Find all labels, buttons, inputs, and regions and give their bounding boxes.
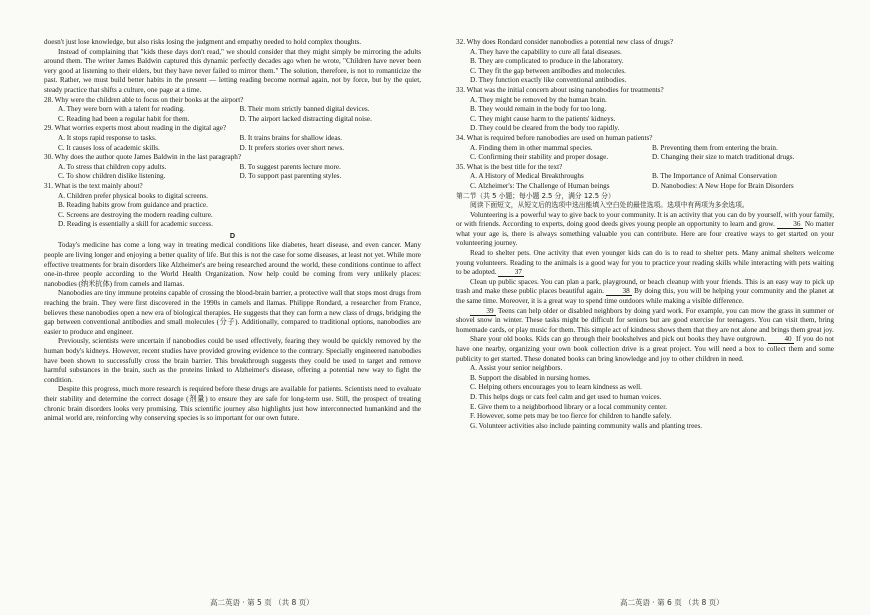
volunteer-2-text: Read to shelter pets. One activity that even younger kids can do is to read to shelter pets. Many animal shelters welcome young volunteers. Reading to the animals is a good way for you to practice your reading skills while interacting with pets waiting to be adopted. (456, 249, 834, 277)
question-29: 29. What worries experts most about reading in the digital age? (44, 124, 227, 133)
q35-option-d: D. Nanobodies: A New Hope for Brain Disorders (652, 181, 794, 190)
q35-option-b: B. The Importance of Animal Conservation (652, 172, 777, 181)
section-2-title: 第二节（共 5 小题；每小题 2.5 分，满分 12.5 分） (456, 191, 615, 200)
option-a: A. Assist your senior neighbors. (470, 364, 563, 373)
q28-option-a: A. They were born with a talent for reading. (58, 105, 185, 114)
volunteer-1-text-a: Volunteering is a powerful way to give back to your community. It is an activity that you can do by yourself, with your family, or with friends. According to experts, doing good deeds gives young people an opportunity to learn and grow. (456, 210, 834, 229)
volunteer-3-text-a: Clean up public spaces. You can plan a park, playground, or beach cleanup with your friends. This is an easy way to pick up trash and make these public places beautiful again. (456, 277, 834, 296)
paragraph-complaint: Instead of complaining that "kids these days don't read," we should consider that they might simply be mirroring the adults around them. The writer James Baldwin captured this dynamic perfectly decades ago when he wrote, "Children have never been very good at listening to their elders, but they have never failed to mirror them." The solution, therefore, is not to romanticize the past. Rather, we must build better habits in the present — letting reading become normal again, not by force, but by the quiet, steady practice that shifts a culture, one page at a time. (44, 47, 421, 94)
paragraph-d3: Previously, scientists were uncertain if nanobodies could be used effectively, fearing they would be quickly removed by the human body's kidneys. However, recent studies have provided growing evidence to the contrary. Specially engineered nanobodies have been shown to successfully cross the brain barrier. This breakthrough suggests they could be used to target and remove harmful substances in the brain, such as the proteins linked to Alzheimer's disease, offering a potential new way to fight the condition. (44, 337, 421, 384)
paragraph-volunteer-2 (456, 249, 834, 278)
q30-option-b: B. To suggest parents lecture more. (239, 162, 341, 171)
q29-option-c: C. It causes loss of academic skills. (58, 143, 160, 152)
section-d-heading: D (229, 230, 236, 240)
q34-options (470, 144, 834, 163)
q28-option-b: B. Their mom strictly banned digital devices. (239, 105, 370, 114)
question-28: 28. Why were the children able to focus on their books at the airport? (44, 95, 244, 104)
q32-option-d: D. They function exactly like conventional antibodies. (470, 76, 627, 85)
option-b: B. Support the disabled in nursing homes. (470, 373, 591, 382)
q28-option-d: D. The airport lacked distracting digital noise. (239, 114, 372, 123)
q31-option-a: A. Children prefer physical books to digital screens. (58, 191, 208, 200)
q34-option-d: D. Changing their size to match traditional drugs. (652, 153, 795, 162)
q28-option-c: C. Reading had been a regular habit for them. (58, 114, 190, 123)
question-35: 35. What is the best title for the text? (456, 162, 563, 171)
left-column (44, 38, 421, 424)
paragraph-d4: Despite this progress, much more research is required before these drugs are available for patients. Scientists need to evaluate their stability and determine the correct dosage (剂量) to ensure they are safe for long-term use. Still, the prospect of treating chronic brain disorders looks very promising. This scientific journey also highlights just how interconnected humankind and the animal world are, reinforcing why conserving species is so important for our own future. (44, 385, 421, 423)
q32-option-b: B. They are complicated to produce in the laboratory. (470, 57, 624, 66)
blank-38[interactable]: 38 (606, 287, 632, 296)
paragraph-d1: Today's medicine has come a long way in treating medical conditions like diabetes, heart disease, and even cancer. Many people are living longer and enjoying a better quality of life. But this is not the case for some diseases, at least not yet. While more effective treatments for brain disorders like Alzheimer's are being researched around the world, these conditions continue to affect one-in-three people according to the World Health Organization. Now help could be coming from very unlikely places: nanobodies (纳米抗体) from camels and llamas. (44, 241, 421, 288)
q33-option-a: A. They might be removed by the human brain. (470, 95, 607, 104)
question-34: 34. What is required before nanobodies are used on human patients? (456, 133, 653, 142)
paragraph-volunteer-4 (456, 307, 834, 336)
option-c: C. Helping others encourages you to learn kindness as well. (470, 383, 642, 392)
q29-option-a: A. It stops rapid response to tasks. (58, 133, 157, 142)
continued-line: doesn't just lose knowledge, but also risks losing the judgment and empathy needed to hold complex thoughts. (44, 38, 362, 46)
volunteer-1-text-b: No matter what your age is, there is always something valuable you can contribute. Here are four creative ways to get started on your volunteering journey. (456, 220, 835, 248)
blank-39[interactable]: 39 (470, 307, 496, 316)
option-f: F. However, some pets may be too fierce for children to handle safely. (470, 412, 672, 421)
paragraph-d2: Nanobodies are tiny immune proteins capable of crossing the blood-brain barrier, a protective wall that stops most drugs from reaching the brain. They were first discovered in the 1990s in camels and llamas. Philippe Rondard, a researcher from France, believes these nanobodies open a new era of biological therapies. He suggests that they can form a new class of drugs, bridging the gap between conventional antibodies and small molecules (分子). Additionally, compared to traditional options, nanobodies are easier to produce and engineer. (44, 289, 421, 336)
q29-options (58, 134, 421, 153)
q30-option-a: A. To stress that children copy adults. (58, 162, 167, 171)
blank-37[interactable]: 37 (498, 268, 524, 277)
paragraph-volunteer-1 (456, 211, 834, 249)
q31-option-d: D. Reading is essentially a skill for academic success. (58, 220, 213, 229)
q33-option-b: B. They would remain in the body for too long. (470, 105, 607, 114)
paragraph-volunteer-5 (456, 335, 834, 364)
q33-option-c: C. They might cause harm to the patients' kidneys. (470, 114, 616, 123)
blank-36[interactable]: 36 (777, 220, 803, 229)
volunteer-3-text-b: By doing this, you will be helping your community and the planet at the same time. Moreover, it is a great way to spend time outdoors while making a visible difference. (456, 287, 835, 306)
page-footer-left: 高二英语 · 第 5 页 （共 8 页） (210, 598, 314, 607)
option-g: G. Volunteer activities also include painting community walls and planting trees. (470, 421, 703, 430)
q35-option-c: C. Alzheimer's: The Challenge of Human beings (470, 181, 610, 190)
q30-option-d: D. To support past parenting styles. (239, 172, 342, 181)
volunteer-5-text-b: If you do not have one nearby, organizing your own book collection drive is a great project. You will need a box to collect them and some publicity to get started. These donated books can bring knowledge and joy to other children in need. (456, 335, 835, 363)
section-2-instructions: 阅读下面短文，从短文后的选项中选出能填入空白处的最佳选项。选项中有两项为多余选项。 (470, 201, 749, 210)
question-33: 33. What was the initial concern about using nanobodies for treatments? (456, 85, 664, 94)
q28-options (58, 105, 421, 124)
q34-option-c: C. Confirming their stability and proper dosage. (470, 153, 609, 162)
q31-option-c: C. Screens are destroying the modern reading culture. (58, 210, 213, 219)
question-31: 31. What is the text mainly about? (44, 181, 143, 190)
page-footer-right: 高二英语 · 第 6 页 （共 8 页） (620, 598, 724, 607)
q29-option-b: B. It trains brains for shallow ideas. (239, 133, 343, 142)
q34-option-a: A. Finding them in other mammal species. (470, 143, 593, 152)
q35-options (470, 172, 834, 191)
volunteer-4-text: Teens can help older or disabled neighbors by doing yard work. For example, you can mow the grass in summer or shovel snow in winter. These tasks might be difficult for seniors but are good exercise for teenagers. You can visit them, bring homemade cards, or play music for them. This simple act of kindness shows them that they are not alone and brings them great joy. (456, 306, 834, 334)
question-30: 30. Why does the author quote James Baldwin in the last paragraph? (44, 153, 242, 162)
q30-option-c: C. To show children dislike listening. (58, 172, 166, 181)
q31-option-b: B. Reading habits grow from guidance and practice. (58, 201, 208, 210)
q32-option-a: A. They have the capability to cure all fatal diseases. (470, 47, 622, 56)
q29-option-d: D. It prefers stories over short news. (239, 143, 345, 152)
option-e: E. Give them to a neighborhood library or a local community center. (470, 402, 667, 411)
paragraph-volunteer-3 (456, 278, 834, 307)
q33-option-d: D. They could be cleared from the body too rapidly. (470, 124, 620, 133)
q30-options (58, 163, 421, 182)
q34-option-b: B. Preventing them from entering the brain. (652, 143, 778, 152)
right-column (456, 38, 834, 431)
blank-40[interactable]: 40 (768, 335, 794, 344)
volunteer-5-text-a: Share your old books. Kids can go through their bookshelves and pick out books they have outgrown. (470, 335, 767, 344)
option-d: D. This helps dogs or cats feel calm and get used to human voices. (470, 392, 662, 401)
q32-option-c: C. They fit the gap between antibodies and molecules. (470, 66, 626, 75)
q35-option-a: A. A History of Medical Breakthroughs (470, 172, 584, 181)
question-32: 32. Why does Rondard consider nanobodies a potential new class of drugs? (456, 38, 674, 46)
